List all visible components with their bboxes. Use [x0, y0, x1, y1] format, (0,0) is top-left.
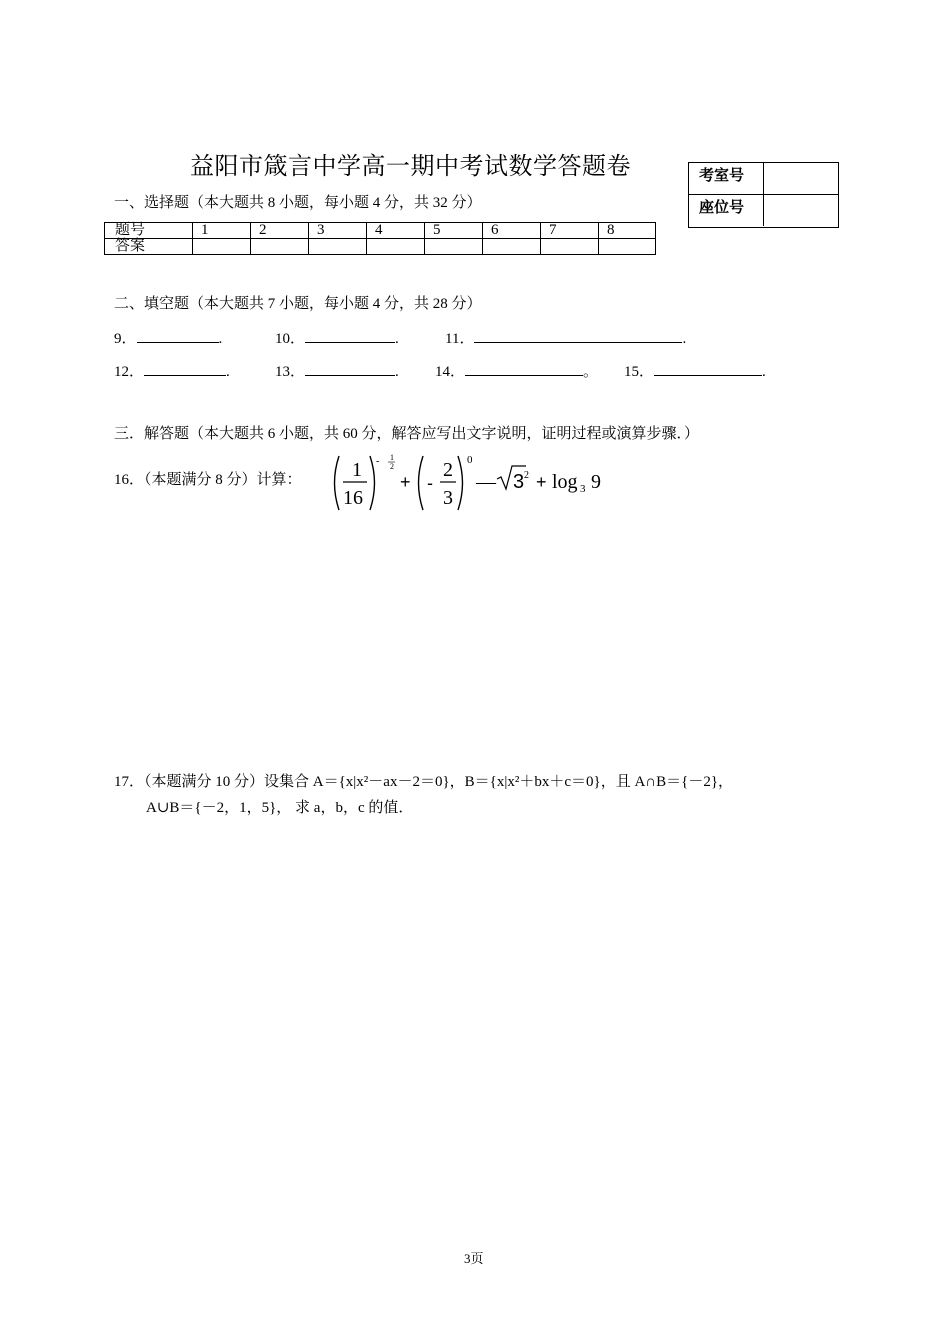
answer-table-number-row: [105, 223, 656, 239]
fill-end: .: [395, 364, 399, 380]
answer-cell[interactable]: [483, 239, 541, 255]
fill-blank[interactable]: [654, 361, 762, 376]
fill-blank[interactable]: [305, 361, 395, 376]
right-paren: [370, 456, 375, 510]
frac1-numerator: 1: [352, 459, 362, 481]
fill-label: 15．: [624, 364, 655, 380]
exp1-numerator: 1: [390, 453, 394, 462]
fill-end: .: [395, 331, 399, 347]
page-title: 益阳市箴言中学高一期中考试数学答题卷: [190, 154, 631, 180]
fill-blank[interactable]: [474, 328, 682, 343]
fill-item-15: [624, 360, 766, 381]
fill-label: 14．: [435, 364, 466, 380]
q17-line2: A∪B＝{－2，1，5}， 求 a，b，c 的值．: [146, 800, 414, 816]
question-number-cell: 5: [425, 223, 483, 239]
radicand: 3: [513, 471, 525, 493]
fill-item-13: [275, 360, 399, 381]
fill-end: .: [218, 331, 223, 347]
answer-cell[interactable]: [251, 239, 309, 255]
negative-sign: -: [427, 473, 433, 493]
answer-cell[interactable]: [599, 239, 656, 255]
q16-prefix: 16．（本题满分 8 分）计算：: [114, 472, 302, 488]
exam-room-label: 考室号: [689, 163, 764, 194]
answer-header: 答案: [105, 239, 193, 255]
q16-expression: [330, 452, 620, 514]
log-argument: 9: [591, 471, 601, 493]
fill-item-14: [435, 360, 598, 381]
radicand-exponent: 2: [524, 470, 529, 481]
fill-label: 12．: [114, 364, 145, 380]
question-number-cell: 8: [599, 223, 656, 239]
seat-row: [689, 195, 838, 226]
frac2-numerator: 2: [443, 459, 453, 481]
fill-blank[interactable]: [305, 328, 395, 343]
question-number-cell: 7: [541, 223, 599, 239]
question-number-cell: 1: [193, 223, 251, 239]
answer-cell[interactable]: [541, 239, 599, 255]
fill-item-10: [275, 327, 399, 348]
exam-room-row: [689, 163, 838, 195]
left-paren: [335, 456, 340, 510]
fill-label: 9．: [114, 331, 137, 347]
question-number-cell: 4: [367, 223, 425, 239]
exp2: 0: [467, 454, 473, 466]
question-number-cell: 3: [309, 223, 367, 239]
fill-end: .: [682, 331, 687, 347]
exp1-denominator: 2: [390, 462, 394, 471]
section3-heading: 三．解答题（本大题共 6 小题，共 60 分，解答应写出文字说明，证明过程或演算步骤．）: [114, 426, 700, 442]
answer-table: [104, 222, 656, 255]
fill-end: 。: [583, 364, 599, 380]
frac1-denominator: 16: [343, 487, 363, 509]
exp1-sign: -: [376, 456, 380, 467]
right-paren: [458, 456, 463, 510]
log-base: 3: [580, 483, 586, 495]
section1-heading: 一、选择题（本大题共 8 小题，每小题 4 分，共 32 分）: [114, 195, 482, 211]
fill-blank[interactable]: [137, 328, 219, 343]
page-number: 3页: [464, 1251, 484, 1266]
fill-item-9: [114, 327, 222, 348]
fill-label: 13．: [275, 364, 306, 380]
q17-line1: 17．（本题满分 10 分）设集合 A＝{x|x²－ax－2＝0}，B＝{x|x²＋bx＋c＝0}，且 A∩B＝{－2}，: [114, 774, 734, 790]
left-paren: [419, 456, 424, 510]
exam-room-seat-box: [688, 162, 839, 228]
fill-end: .: [226, 364, 230, 380]
log-word: log: [552, 471, 578, 493]
answer-table-answer-row: [105, 239, 656, 255]
fill-blank[interactable]: [144, 361, 226, 376]
answer-cell[interactable]: [425, 239, 483, 255]
plus-sign: +: [400, 472, 411, 492]
fill-label: 11．: [445, 331, 475, 347]
fill-label: 10．: [275, 331, 306, 347]
fill-item-11: [445, 327, 686, 348]
question-number-header: 题号: [105, 223, 193, 239]
question-number-cell: 6: [483, 223, 541, 239]
question-number-cell: 2: [251, 223, 309, 239]
fill-item-12: [114, 360, 230, 381]
minus-sign: —: [476, 471, 496, 493]
section2-heading: 二、填空题（本大题共 7 小题，每小题 4 分，共 28 分）: [114, 296, 482, 312]
fill-blank[interactable]: [465, 361, 583, 376]
plus-sign: +: [536, 472, 547, 492]
answer-cell[interactable]: [309, 239, 367, 255]
answer-cell[interactable]: [367, 239, 425, 255]
seat-label: 座位号: [689, 195, 764, 226]
frac2-denominator: 3: [443, 487, 453, 509]
answer-cell[interactable]: [193, 239, 251, 255]
fill-end: .: [762, 364, 766, 380]
